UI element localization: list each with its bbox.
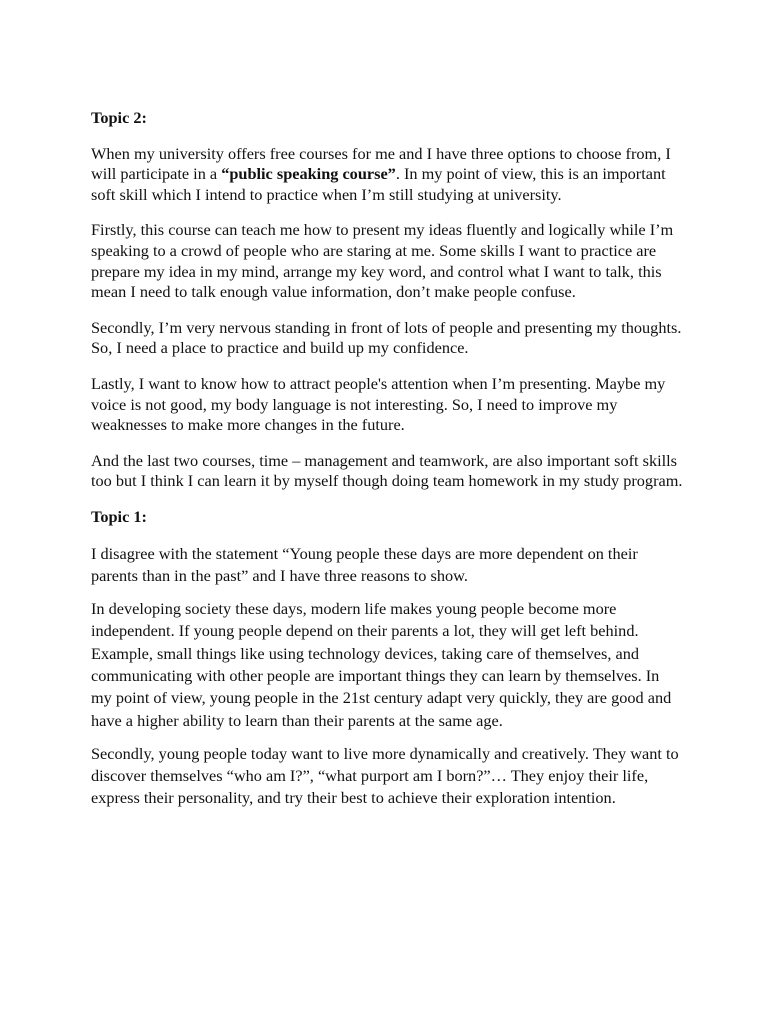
topic-1-paragraph-secondly: Secondly, young people today want to live more dynamically and creatively. They want to discover themselves “who am I?”, “what purport am I born?”… They enjoy their life, express their personality, and try their best to achieve their exploration intention. [91,743,679,808]
topic-1-body [91,543,683,810]
intro-text-after: . In my point of view, this is an important soft skill which I intend to practice when I’m still studying at university. [91,164,666,204]
intro-bold-course: “public speaking course” [221,164,396,184]
topic-2-paragraph-conclusion: And the last two courses, time – management and teamwork, are also important soft skills too but I think I can learn it by myself though doing team homework in my study program. [91,450,683,491]
topic-2-paragraph-intro [91,144,683,206]
intro-text-before: When my university offers free courses for me and I have three options to choose from, I will participate in a [91,143,671,184]
topic-2-heading: Topic 2: [91,108,147,127]
topic-1-heading: Topic 1: [91,506,147,526]
topic-1-paragraph-intro: I disagree with the statement “Young people these days are more dependent on their parents than in the past” and I have three reasons to show. [91,543,638,585]
topic-2-paragraph-lastly: Lastly, I want to know how to attract people's attention when I’m presenting. Maybe my voice is not good, my body language is not interesting. So, I need to improve my weaknesses to make more changes in the future. [91,373,666,435]
topic-2-paragraph-secondly: Secondly, I’m very nervous standing in front of lots of people and presenting my thoughts. So, I need a place to practice and build up my confidence. [91,317,682,358]
document-page [91,108,683,821]
topic-2-paragraph-firstly: Firstly, this course can teach me how to present my ideas fluently and logically while I’m speaking to a crowd of people who are staring at me. Some skills I want to practice are prepare my idea in my mind, arrange my key word, and control what I want to talk, this mean I need to talk enough value information, don’t make people confuse. [91,220,674,302]
topic-1-paragraph-independent: In developing society these days, modern life makes young people become more independent. If young people depend on their parents a lot, they will get left behind. Example, small things like using technology devices, taking care of themselves, and communicating with other people are important things they can learn by themselves. In my point of view, young people in the 21st century adapt very quickly, they are good and have a higher ability to learn than their parents at the same age. [91,599,672,730]
